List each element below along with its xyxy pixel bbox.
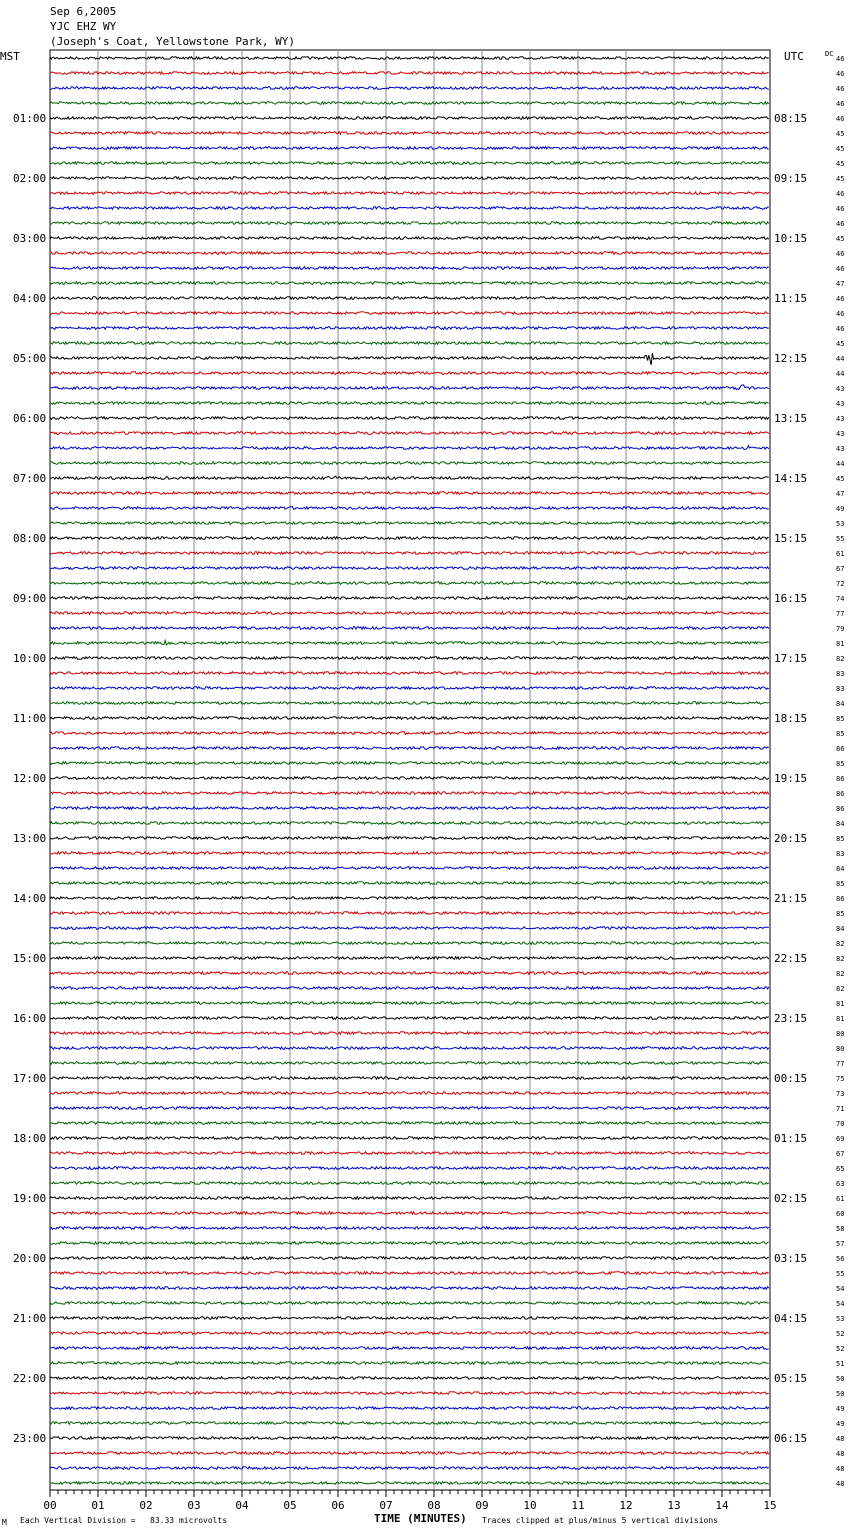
seismic-trace [50,1242,769,1245]
seismic-trace [50,657,769,660]
dc-offset-label: 43 [836,445,845,453]
dc-offset-label: 48 [836,1480,845,1488]
dc-offset-label: 82 [836,970,845,978]
dc-offset-label: 58 [836,1225,845,1233]
mst-hour-label: 22:00 [13,1372,47,1385]
dc-offset-label: 82 [836,940,845,948]
seismic-trace [50,1452,769,1455]
utc-hour-label: 20:15 [774,832,808,845]
dc-offset-label: 45 [836,160,845,168]
x-tick-label: 15 [763,1499,777,1512]
seismic-trace [50,702,769,705]
seismic-trace [50,162,769,165]
dc-offset-label: 46 [836,85,845,93]
station-code: YJC EHZ WY [50,20,117,33]
seismic-trace [50,417,769,420]
dc-offset-label: 77 [836,610,845,618]
x-tick-label: 04 [235,1499,249,1512]
utc-hour-label: 23:15 [774,1012,808,1025]
utc-hour-label: 11:15 [774,292,808,305]
dc-offset-label: 43 [836,400,845,408]
seismic-trace [50,327,769,330]
dc-offset-label: 43 [836,415,845,423]
dc-offset-label: 45 [836,130,845,138]
seismic-trace [50,957,769,960]
dc-offset-label: 81 [836,640,845,648]
seismic-trace [50,1197,769,1200]
dc-offset-label: 79 [836,625,845,633]
seismic-trace [50,1032,769,1035]
mst-hour-label: 11:00 [13,712,47,725]
mst-hour-label: 09:00 [13,592,47,605]
dc-offset-label: 86 [836,745,845,753]
x-tick-label: 05 [283,1499,297,1512]
seismic-trace [50,1122,769,1125]
seismic-trace [50,492,769,495]
dc-offset-label: 46 [836,70,845,78]
seismic-trace [50,385,769,390]
x-tick-label: 12 [619,1499,633,1512]
dc-offset-label: 82 [836,655,845,663]
dc-offset-label: 52 [836,1345,845,1353]
seismic-trace [50,1017,769,1020]
seismic-trace [50,132,769,135]
dc-offset-label: 55 [836,1270,845,1278]
x-tick-label: 06 [331,1499,345,1512]
clip-note: Traces clipped at plus/minus 5 vertical divisions [482,1516,719,1525]
mst-hour-label: 21:00 [13,1312,47,1325]
dc-offset-label: 63 [836,1180,845,1188]
mst-hour-label: 10:00 [13,652,47,665]
x-tick-label: 08 [427,1499,441,1512]
mst-hour-label: 12:00 [13,772,47,785]
dc-offset-label: 72 [836,580,845,588]
dc-offset-label: 73 [836,1090,845,1098]
dc-offset-label: 43 [836,385,845,393]
dc-offset-label: 52 [836,1330,845,1338]
dc-header-label: DC [825,50,834,58]
seismic-trace [50,732,769,735]
dc-offset-label: 83 [836,850,845,858]
seismic-trace [50,882,769,885]
utc-hour-label: 17:15 [774,652,808,665]
dc-offset-label: 49 [836,1420,845,1428]
seismic-trace [50,57,769,60]
seismic-trace [50,687,769,690]
x-axis-title: TIME (MINUTES) [374,1512,467,1525]
seismic-trace [50,282,769,285]
dc-offset-label: 44 [836,355,845,363]
seismic-trace [50,1257,769,1260]
seismic-trace [50,102,769,105]
utc-hour-label: 01:15 [774,1132,808,1145]
seismic-trace [50,342,769,345]
seismic-trace [50,87,769,90]
seismic-trace [50,942,769,945]
dc-offset-label: 46 [836,205,845,213]
seismic-trace [50,72,769,75]
seismic-trace [50,1152,769,1155]
utc-hour-label: 10:15 [774,232,808,245]
dc-offset-label: 84 [836,820,845,828]
seismic-trace [50,432,769,435]
dc-offset-label: 48 [836,1435,845,1443]
mst-hour-label: 18:00 [13,1132,47,1145]
dc-offset-label: 46 [836,100,845,108]
dc-offset-label: 86 [836,775,845,783]
dc-offset-label: 67 [836,565,845,573]
seismic-trace [50,897,769,900]
seismic-trace [50,552,769,555]
seismic-trace [50,297,769,300]
seismic-trace [50,222,769,225]
seismic-trace [50,372,769,375]
seismic-trace [50,792,769,795]
seismic-trace [50,1047,769,1050]
x-tick-label: 01 [91,1499,105,1512]
dc-offset-label: 46 [836,220,845,228]
seismic-trace [50,1092,769,1095]
dc-offset-label: 74 [836,595,845,603]
mst-hour-label: 23:00 [13,1432,47,1445]
mst-hour-label: 02:00 [13,172,47,185]
seismic-trace [50,507,769,510]
x-tick-label: 10 [523,1499,537,1512]
dc-offset-label: 85 [836,715,845,723]
dc-offset-label: 57 [836,1240,845,1248]
mst-hour-label: 03:00 [13,232,47,245]
dc-offset-label: 86 [836,790,845,798]
seismic-trace [50,927,769,930]
mst-hour-label: 14:00 [13,892,47,905]
dc-offset-label: 60 [836,1210,845,1218]
mst-hour-label: 05:00 [13,352,47,365]
mst-hour-label: 08:00 [13,532,47,545]
seismic-trace [50,353,769,365]
dc-offset-label: 84 [836,700,845,708]
dc-offset-label: 80 [836,1045,845,1053]
seismic-trace [50,612,769,615]
seismic-trace [50,1437,769,1440]
seismic-trace [50,1212,769,1215]
dc-offset-label: 54 [836,1285,845,1293]
dc-offset-label: 61 [836,550,845,558]
dc-offset-label: 86 [836,805,845,813]
dc-offset-label: 45 [836,340,845,348]
dc-offset-label: 48 [836,1465,845,1473]
seismic-trace [50,777,769,780]
station-location: (Joseph's Coat, Yellowstone Park, WY) [50,35,296,48]
utc-hour-label: 19:15 [774,772,808,785]
dc-offset-label: 45 [836,145,845,153]
seismic-trace [50,807,769,810]
dc-offset-label: 45 [836,235,845,243]
dc-offset-label: 48 [836,1450,845,1458]
seismic-trace [50,1287,769,1290]
dc-offset-label: 45 [836,175,845,183]
dc-offset-label: 70 [836,1120,845,1128]
mst-hour-label: 17:00 [13,1072,47,1085]
x-tick-label: 00 [43,1499,57,1512]
dc-offset-label: 71 [836,1105,845,1113]
seismic-trace [50,567,769,570]
seismic-trace [50,1062,769,1065]
dc-offset-label: 53 [836,1315,845,1323]
dc-offset-label: 85 [836,730,845,738]
seismic-trace [50,1422,769,1425]
x-tick-label: 14 [715,1499,729,1512]
mst-hour-label: 15:00 [13,952,47,965]
seismic-trace [50,237,769,240]
utc-hour-label: 05:15 [774,1372,808,1385]
utc-axis-label: UTC [784,50,804,63]
seismic-trace [50,522,769,525]
utc-hour-label: 21:15 [774,892,808,905]
dc-offset-label: 85 [836,880,845,888]
dc-offset-label: 67 [836,1150,845,1158]
seismic-trace [50,987,769,990]
utc-hour-label: 08:15 [774,112,808,125]
seismic-trace [50,312,769,315]
dc-offset-label: 47 [836,490,845,498]
dc-offset-label: 61 [836,1195,845,1203]
corner-mark: M [2,1518,7,1527]
mst-hour-label: 06:00 [13,412,47,425]
mst-hour-label: 07:00 [13,472,47,485]
dc-offset-label: 46 [836,265,845,273]
dc-offset-label: 53 [836,520,845,528]
seismic-trace [50,537,769,540]
dc-offset-label: 46 [836,310,845,318]
seismic-trace [50,747,769,750]
dc-offset-label: 69 [836,1135,845,1143]
seismic-trace [50,1182,769,1185]
dc-offset-label: 80 [836,1030,845,1038]
seismic-trace [50,177,769,180]
utc-hour-label: 22:15 [774,952,808,965]
dc-offset-label: 46 [836,325,845,333]
seismic-trace [50,147,769,150]
dc-offset-label: 82 [836,955,845,963]
seismic-trace [50,822,769,825]
dc-offset-label: 43 [836,430,845,438]
x-tick-label: 09 [475,1499,489,1512]
x-tick-label: 03 [187,1499,201,1512]
dc-offset-label: 46 [836,190,845,198]
x-tick-label: 02 [139,1499,153,1512]
utc-hour-label: 15:15 [774,532,808,545]
mst-axis-label: MST [0,50,20,63]
x-tick-label: 13 [667,1499,681,1512]
seismic-trace [50,762,769,765]
utc-hour-label: 03:15 [774,1252,808,1265]
seismic-trace [50,1107,769,1110]
seismic-trace [50,597,769,600]
seismic-trace [50,627,769,630]
scale-note: Each Vertical Division = 83.33 microvolts [20,1516,228,1525]
plot-date: Sep 6,2005 [50,5,117,18]
seismic-trace [50,1482,769,1485]
seismic-trace [50,1137,769,1140]
seismic-trace [50,867,769,870]
dc-offset-label: 51 [836,1360,845,1368]
mst-hour-label: 04:00 [13,292,47,305]
seismic-trace [50,207,769,210]
seismic-trace [50,1407,769,1410]
mst-hour-label: 01:00 [13,112,47,125]
dc-offset-label: 83 [836,685,845,693]
dc-offset-label: 45 [836,475,845,483]
seismic-trace [50,1272,769,1275]
dc-offset-label: 77 [836,1060,845,1068]
seismic-trace [50,1227,769,1230]
seismic-trace [50,192,769,195]
seismic-trace [50,402,769,405]
dc-offset-label: 50 [836,1390,845,1398]
seismic-trace [50,1377,769,1380]
dc-offset-label: 81 [836,1015,845,1023]
seismic-trace [50,476,769,479]
dc-offset-label: 56 [836,1255,845,1263]
utc-hour-label: 12:15 [774,352,808,365]
dc-offset-label: 44 [836,460,845,468]
dc-offset-label: 85 [836,760,845,768]
seismic-trace [50,852,769,855]
dc-offset-label: 54 [836,1300,845,1308]
dc-offset-label: 50 [836,1375,845,1383]
x-tick-label: 07 [379,1499,393,1512]
utc-hour-label: 00:15 [774,1072,808,1085]
dc-offset-label: 82 [836,985,845,993]
seismic-trace [50,912,769,915]
dc-offset-label: 65 [836,1165,845,1173]
x-tick-label: 11 [571,1499,585,1512]
seismic-trace [50,1347,769,1350]
utc-hour-label: 06:15 [774,1432,808,1445]
dc-offset-label: 46 [836,115,845,123]
utc-hour-label: 09:15 [774,172,808,185]
seismic-trace [50,672,769,675]
dc-offset-label: 46 [836,295,845,303]
dc-offset-label: 85 [836,910,845,918]
utc-hour-label: 13:15 [774,412,808,425]
seismic-trace [50,640,769,645]
seismic-trace [50,1302,769,1305]
dc-offset-label: 83 [836,670,845,678]
seismic-trace [50,1467,769,1470]
dc-offset-label: 49 [836,1405,845,1413]
utc-hour-label: 04:15 [774,1312,808,1325]
seismic-trace [50,446,769,450]
seismic-trace [50,582,769,585]
utc-hour-label: 14:15 [774,472,808,485]
mst-hour-label: 16:00 [13,1012,47,1025]
dc-offset-label: 49 [836,505,845,513]
dc-offset-label: 47 [836,280,845,288]
seismic-trace [50,1167,769,1170]
dc-offset-label: 46 [836,250,845,258]
dc-offset-label: 84 [836,925,845,933]
dc-offset-label: 85 [836,835,845,843]
seismic-trace [50,1077,769,1080]
dc-offset-label: 55 [836,535,845,543]
seismic-trace [50,1002,769,1005]
seismic-trace [50,462,769,465]
mst-hour-label: 19:00 [13,1192,47,1205]
utc-hour-label: 02:15 [774,1192,808,1205]
seismic-trace [50,267,769,270]
seismic-trace [50,717,769,720]
mst-hour-label: 20:00 [13,1252,47,1265]
dc-offset-label: 84 [836,865,845,873]
seismic-trace [50,1317,769,1320]
utc-hour-label: 16:15 [774,592,808,605]
seismic-trace [50,972,769,975]
seismic-trace [50,252,769,255]
dc-offset-label: 86 [836,895,845,903]
dc-offset-label: 75 [836,1075,845,1083]
dc-offset-label: 44 [836,370,845,378]
seismic-trace [50,1332,769,1335]
utc-hour-label: 18:15 [774,712,808,725]
seismic-trace [50,1362,769,1365]
mst-hour-label: 13:00 [13,832,47,845]
seismic-trace [50,837,769,840]
seismic-trace [50,117,769,120]
seismic-trace [50,1392,769,1395]
dc-offset-label: 81 [836,1000,845,1008]
dc-offset-label: 46 [836,55,845,63]
